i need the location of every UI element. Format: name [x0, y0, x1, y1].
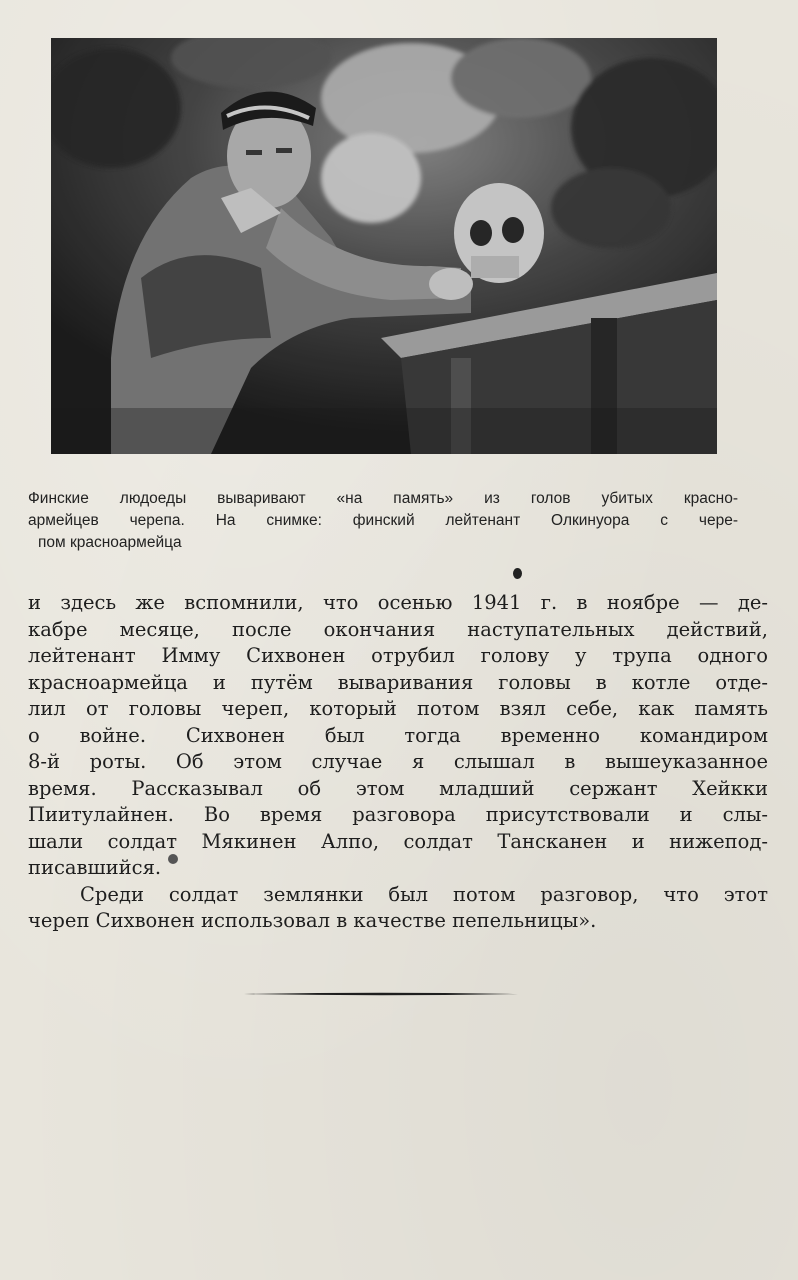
text-line: лейтенант Имму Сихвонен отрубил голову у трупа одного: [28, 644, 768, 667]
text-line: шали солдат Мякинен Алпо, солдат Тансканен и нижепод-: [28, 829, 768, 853]
text-line: Пиитулайнен. Во время разговора присутствовали и слы-: [28, 803, 768, 826]
caption-line: армейцев черепа. На снимке: финский лейтенант Олкинуора с чере-: [28, 512, 738, 529]
text-line: время. Рассказывал об этом младший сержант Хейкки: [28, 776, 768, 800]
photo-caption: [28, 488, 738, 554]
text-line: 8-й роты. Об этом случае я слышал в вышеуказанное: [28, 750, 768, 773]
text-line: красноармейца и путём вываривания головы в котле отде-: [28, 670, 768, 694]
text-line: о войне. Сихвонен был тогда временно командиром: [28, 723, 768, 747]
body-text: [28, 590, 768, 935]
text-line: кабре месяце, после окончания наступательных действий,: [28, 617, 768, 641]
photograph-icon: [51, 38, 717, 454]
caption-line: пом красноармейца: [38, 534, 182, 551]
section-divider: [244, 992, 518, 996]
text-line: череп Сихвонен использовал в качестве пепельницы».: [28, 909, 597, 932]
text-line: и здесь же вспомнили, что осенью 1941 г. в ноябре — де-: [28, 591, 768, 614]
text-line: лил от головы череп, который потом взял себе, как память: [28, 697, 768, 720]
text-line: Среди солдат землянки был потом разговор, что этот: [80, 882, 768, 906]
ink-speck: [513, 568, 522, 579]
text-line: писавшийся.: [28, 856, 162, 879]
caption-line: Финские людоеды вываривают «на память» из голов убитых красно-: [28, 490, 738, 507]
photograph: [51, 38, 717, 454]
